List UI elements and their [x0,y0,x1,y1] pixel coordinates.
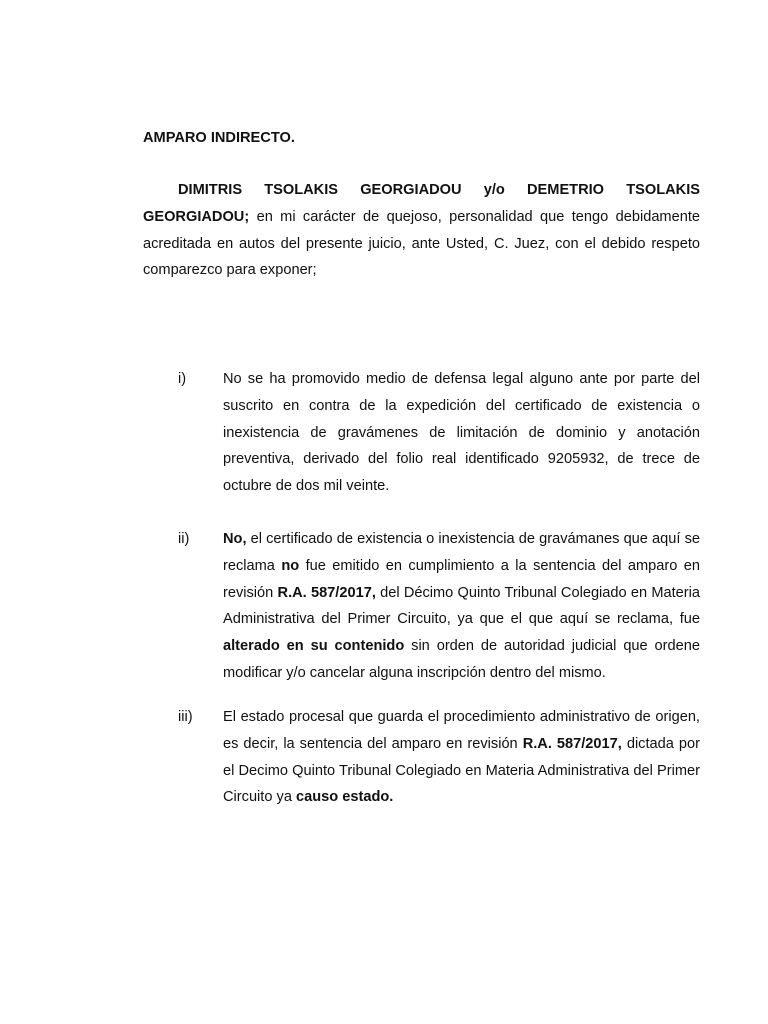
case-reference: R.A. 587/2017, [277,584,376,601]
document-heading: AMPARO INDIRECTO. [143,130,295,146]
body-text: sin orden de autoridad judicial que ordene modificar y/o cancelar alguna inscripción dentro del mismo. [223,638,701,681]
list-item-number: iii) [178,709,193,725]
bold-text: no [281,557,300,574]
complainant-name: DIMITRIS TSOLAKIS GEORGIADOU y/o DEMETRIO TSOLAKIS GEORGIADOU; [143,182,700,225]
bold-text: No, [223,531,247,547]
body-text: el certificado de existencia o inexistencia de gravámanes que aquí se reclama [223,531,700,574]
bold-text: causo estado. [296,789,394,806]
intro-paragraph [143,177,700,284]
body-text: fue emitido en cumplimiento a la sentencia del amparo en revisión [223,557,700,601]
list-item-number: ii) [178,531,190,547]
intro-text: en mi carácter de quejoso, personalidad que tengo debidamente acreditada en autos del presente juicio, ante Usted, C. Juez, con el debido respeto comparezco para exponer; [143,208,700,279]
body-text: El estado procesal que guarda el procedimiento administrativo de origen, es decir, la sentencia del amparo en revisión [223,709,700,752]
list-item-number: i) [178,371,187,387]
body-text: del Décimo Quinto Tribunal Colegiado en Materia Administrativa del Primer Circuito, ya que el que aquí se reclama, fue [223,584,701,628]
list-item-text [223,704,700,811]
bold-text: alterado en su contenido [223,638,405,655]
case-reference: R.A. 587/2017, [522,735,622,752]
body-text: dictada por el Decimo Quinto Tribunal Colegiado en Materia Administrativa del Primer Circuito ya [223,735,700,806]
list-item-text [223,526,700,687]
list-item-text: No se ha promovido medio de defensa legal alguno ante por parte del suscrito en contra de la expedición del certificado de existencia o inexistencia de gravámenes de limitación de dominio y anotación preventiva, derivado del folio real identificado 9205932, de trece de octubre de dos mil veinte. [223,371,700,495]
